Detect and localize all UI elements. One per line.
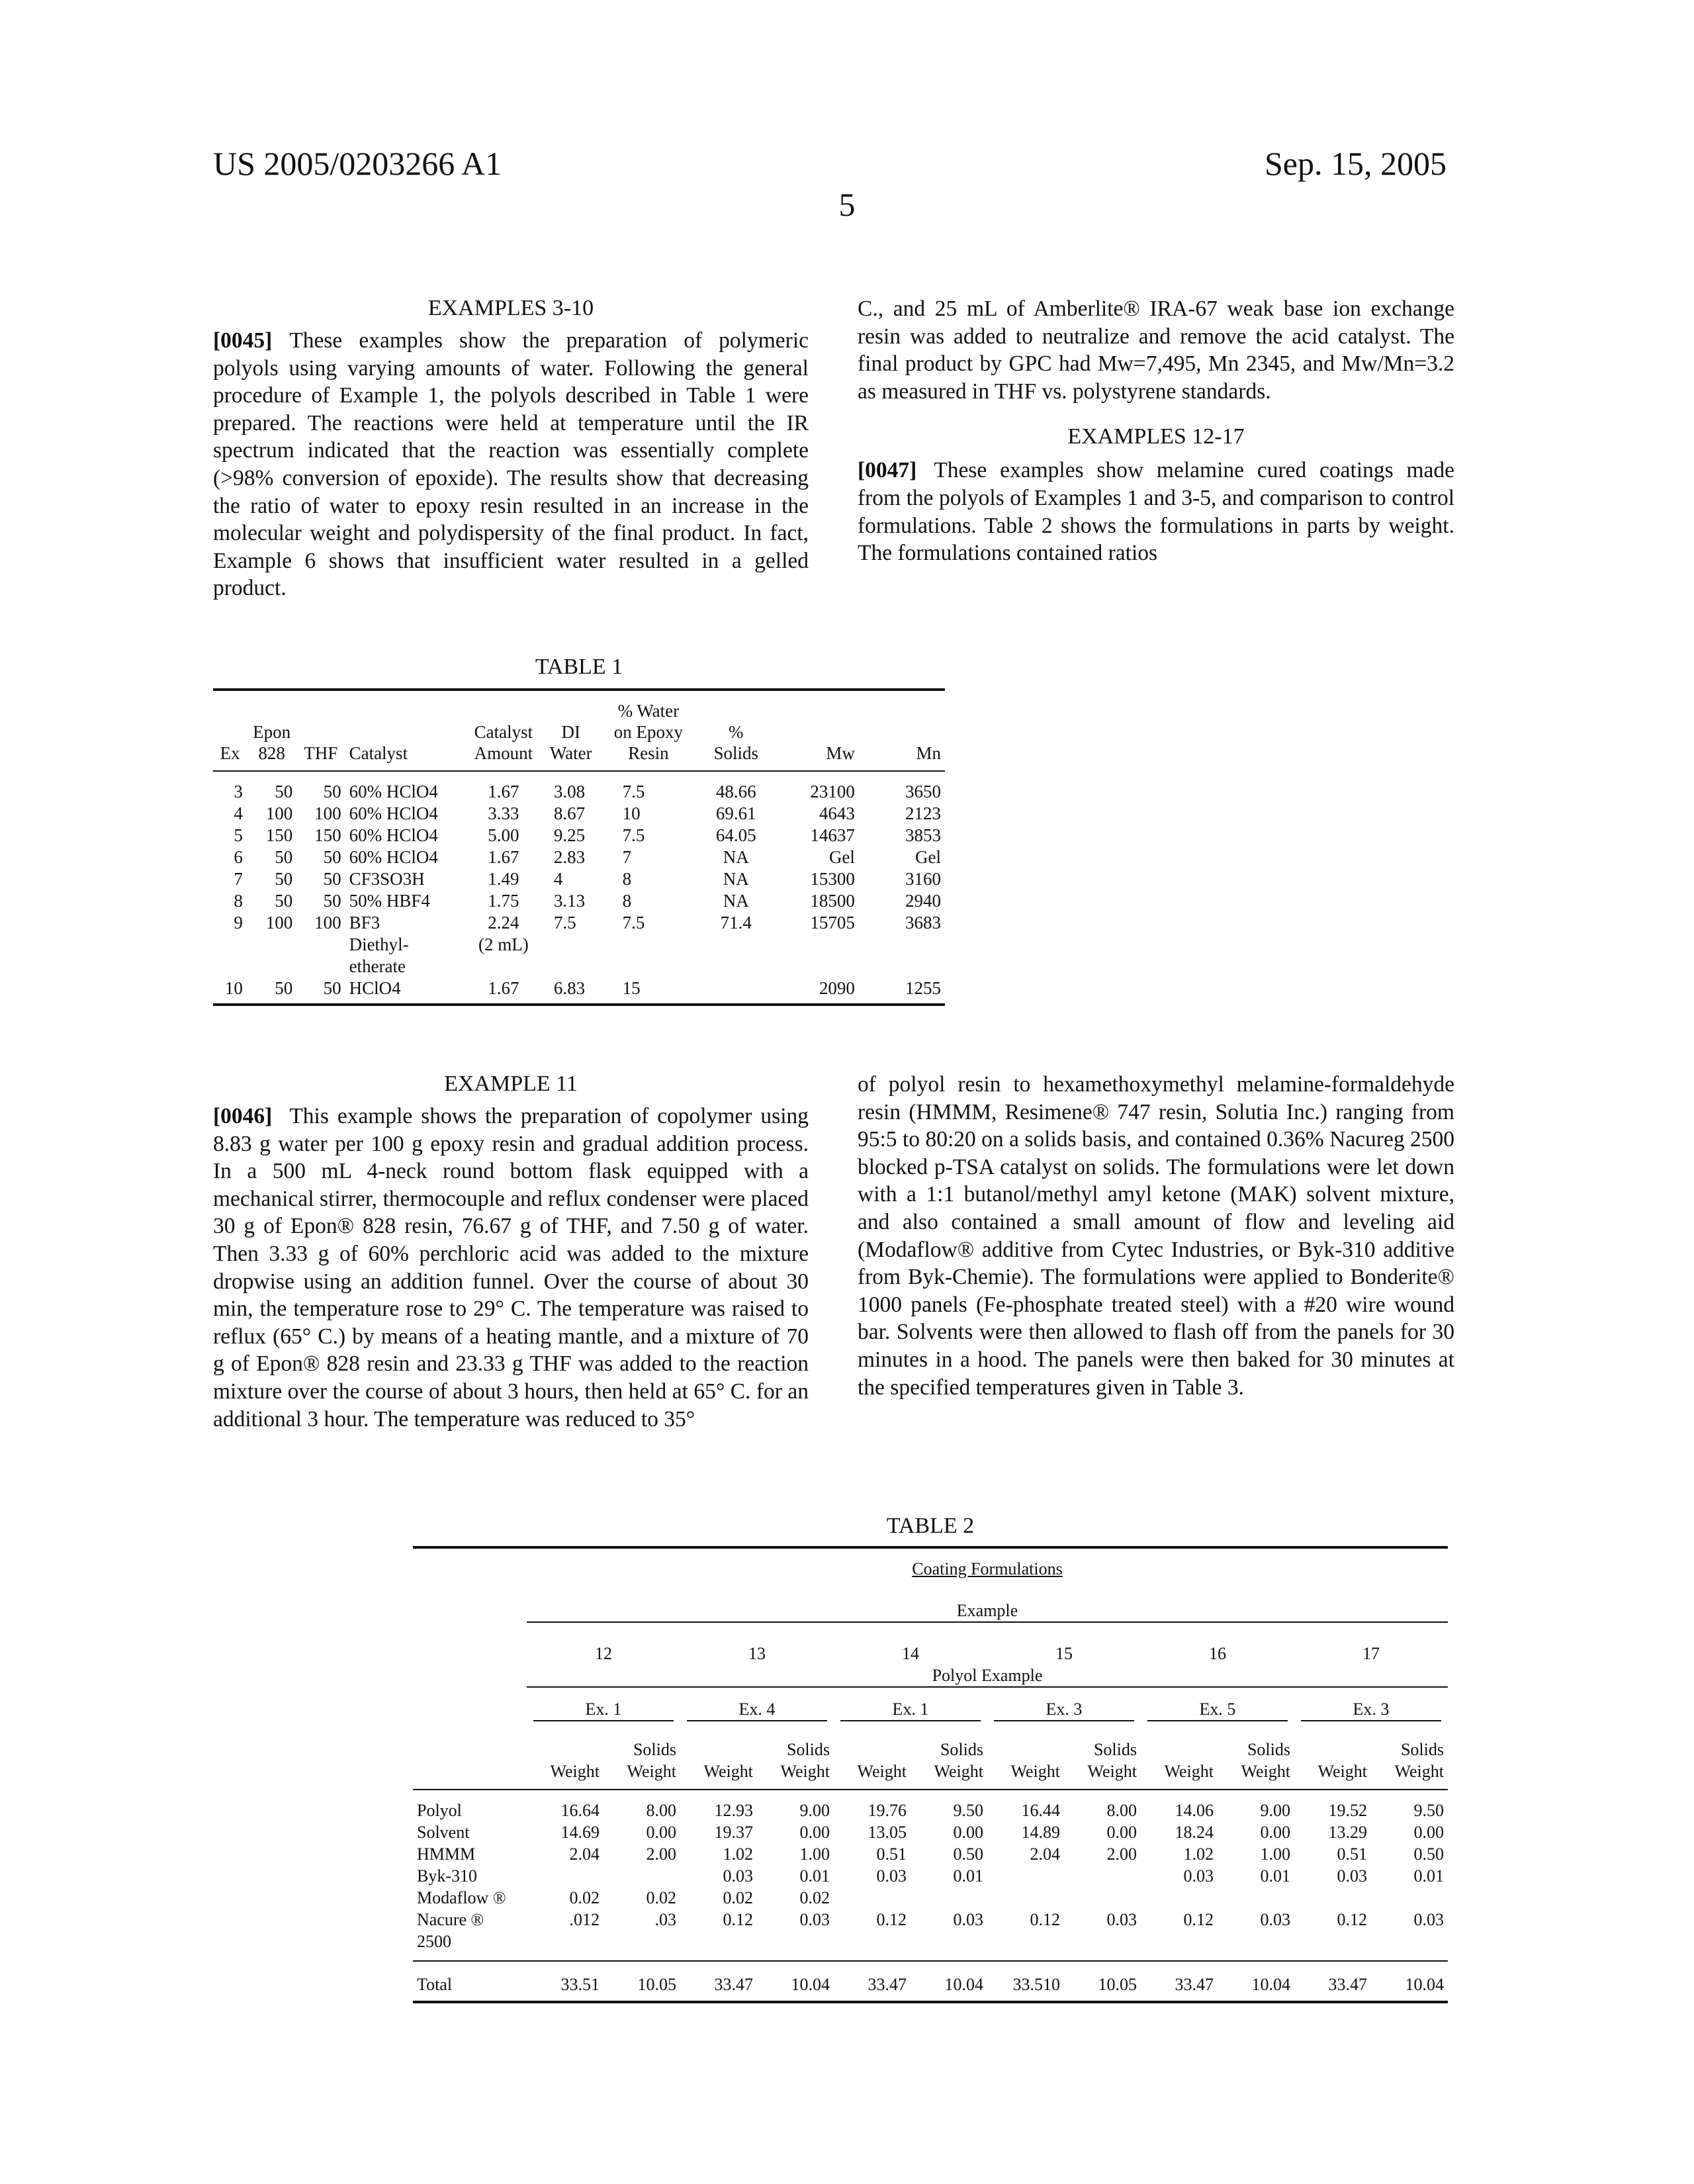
row-label: Polyol: [413, 1790, 527, 1821]
total-value: 10.04: [757, 1961, 834, 2002]
cell-epon: 100: [247, 912, 296, 934]
cell-solids: 48.66: [695, 771, 776, 803]
col-weight: Weight: [680, 1760, 757, 1790]
cell-di: 8.67: [541, 803, 602, 825]
cell-solids: [695, 978, 776, 1005]
cell-value: 9.00: [757, 1790, 834, 1821]
cell-thf: 50: [296, 868, 345, 890]
cell-value: [1371, 1931, 1448, 1961]
total-value: 33.47: [1294, 1961, 1371, 2002]
cell-water: 8: [602, 890, 696, 912]
cell-value: 9.50: [911, 1790, 987, 1821]
cell-value: [911, 1887, 987, 1909]
th-mw: Mw: [776, 690, 871, 771]
cell-mw: 4643: [776, 803, 871, 825]
paragraph-number: [0047]: [858, 458, 916, 482]
cell-value: .012: [527, 1909, 603, 1931]
cell-ex: 3: [213, 771, 247, 803]
example-number: 15: [987, 1622, 1141, 1664]
cell-di: 2.83: [541, 846, 602, 868]
cell-amount: 5.00: [467, 825, 541, 846]
cell-thf: [296, 934, 345, 956]
col-solids: Solids: [603, 1721, 680, 1760]
cell-value: [680, 1931, 757, 1961]
polyol-source: [527, 1687, 680, 1721]
cell-value: 1.00: [1218, 1843, 1294, 1865]
cell-amount: 3.33: [467, 803, 541, 825]
table-row: [413, 1865, 1448, 1887]
cell-mw: 18500: [776, 890, 871, 912]
example-number: 16: [1141, 1622, 1294, 1664]
table-row: [213, 771, 945, 803]
cell-value: 19.76: [834, 1790, 911, 1821]
heading-example-11: EXAMPLE 11: [213, 1071, 809, 1097]
cell-value: 18.24: [1141, 1821, 1218, 1843]
polyol-source-label: Ex. 5: [1147, 1698, 1288, 1721]
table-row: [413, 1931, 1448, 1961]
table-row: [213, 956, 945, 978]
table-row: [213, 934, 945, 956]
cell-solids: [695, 934, 776, 956]
cell-value: 0.00: [603, 1821, 680, 1843]
cell-value: 0.03: [1294, 1865, 1371, 1887]
total-value: 10.05: [603, 1961, 680, 2002]
col-solids-weight: Weight: [1371, 1760, 1448, 1790]
cell-value: 0.00: [1064, 1821, 1141, 1843]
example-number: 13: [680, 1622, 834, 1664]
paragraph-number: [0046]: [213, 1104, 272, 1128]
col-weight: Weight: [987, 1760, 1064, 1790]
col-solids-weight: Weight: [757, 1760, 834, 1790]
th-mn: Mn: [871, 690, 945, 771]
cell-mn: 1255: [871, 978, 945, 1005]
cell-solids: 71.4: [695, 912, 776, 934]
cell-solids: 69.61: [695, 803, 776, 825]
cell-value: 19.52: [1294, 1790, 1371, 1821]
cell-value: [757, 1931, 834, 1961]
polyol-example-label: Polyol Example: [527, 1664, 1448, 1687]
cell-mw: 23100: [776, 771, 871, 803]
cell-water: 7: [602, 846, 696, 868]
cell-value: 0.00: [1218, 1821, 1294, 1843]
cell-value: 0.03: [1064, 1909, 1141, 1931]
col-solids: Solids: [1218, 1721, 1294, 1760]
total-value: 10.05: [1064, 1961, 1141, 2002]
table-row: [413, 1790, 1448, 1821]
cell-ex: 10: [213, 978, 247, 1005]
cell-amount: 1.67: [467, 978, 541, 1005]
cell-water: 7.5: [602, 912, 696, 934]
continuation-text-top: C., and 25 mL of Amberlite® IRA-67 weak base ion exchange resin was added to neutralize and remove the acid catalyst. The final product by GPC had Mw=7,495, Mn 2345, and Mw/Mn=3.2 as measured in THF vs. polystyrene standards.: [858, 295, 1454, 405]
publication-date: Sep. 15, 2005: [1265, 144, 1447, 183]
cell-di: 9.25: [541, 825, 602, 846]
cell-epon: 50: [247, 978, 296, 1005]
cell-value: 14.89: [987, 1821, 1064, 1843]
cell-epon: 150: [247, 825, 296, 846]
cell-water: [602, 956, 696, 978]
cell-value: 0.03: [1141, 1865, 1218, 1887]
section-right-top: [858, 295, 1454, 567]
cell-value: 0.00: [1371, 1821, 1448, 1843]
cell-mn: 3650: [871, 771, 945, 803]
cell-mn: [871, 934, 945, 956]
table-row: [213, 978, 945, 1005]
polyol-source: [1141, 1687, 1294, 1721]
cell-value: [987, 1887, 1064, 1909]
col-weight: Weight: [1294, 1760, 1371, 1790]
row-label: Byk-310: [413, 1865, 527, 1887]
cell-value: 0.02: [603, 1887, 680, 1909]
cell-ex: 8: [213, 890, 247, 912]
table-1-title: TABLE 1: [213, 654, 945, 680]
cell-amount: 1.49: [467, 868, 541, 890]
cell-value: 0.01: [1218, 1865, 1294, 1887]
col-weight: Weight: [527, 1760, 603, 1790]
cell-mw: 14637: [776, 825, 871, 846]
cell-value: [603, 1865, 680, 1887]
total-value: 10.04: [1218, 1961, 1294, 2002]
cell-value: [1294, 1887, 1371, 1909]
cell-value: [1141, 1931, 1218, 1961]
cell-di: 6.83: [541, 978, 602, 1005]
cell-ex: 6: [213, 846, 247, 868]
cell-catalyst: 60% HClO4: [345, 825, 467, 846]
row-label: Nacure ®: [413, 1909, 527, 1931]
col-solids-weight: Weight: [603, 1760, 680, 1790]
polyol-source: [834, 1687, 987, 1721]
cell-epon: 50: [247, 846, 296, 868]
total-value: 10.04: [911, 1961, 987, 2002]
cell-mn: 3683: [871, 912, 945, 934]
cell-value: 0.02: [757, 1887, 834, 1909]
cell-mn: [871, 956, 945, 978]
cell-catalyst: Diethyl-: [345, 934, 467, 956]
polyol-source: [1294, 1687, 1448, 1721]
table-row: [213, 825, 945, 846]
table-2-grid: [413, 1549, 1448, 2003]
cell-value: 0.02: [527, 1887, 603, 1909]
total-value: 33.47: [680, 1961, 757, 2002]
cell-value: 0.12: [834, 1909, 911, 1931]
cell-value: 0.50: [1371, 1843, 1448, 1865]
cell-mn: Gel: [871, 846, 945, 868]
th-di-water: DI Water: [541, 690, 602, 771]
polyol-source-label: Ex. 1: [533, 1698, 674, 1721]
th-catalyst-amount: Catalyst Amount: [467, 690, 541, 771]
example-label: Example: [527, 1580, 1448, 1622]
cell-mw: 15705: [776, 912, 871, 934]
total-label: Total: [413, 1961, 527, 2002]
cell-value: [834, 1931, 911, 1961]
th-water-pct: % Water on Epoxy Resin: [602, 690, 696, 771]
cell-di: [541, 934, 602, 956]
cell-value: 14.06: [1141, 1790, 1218, 1821]
table-row: [213, 846, 945, 868]
heading-examples-3-10: EXAMPLES 3-10: [213, 295, 809, 322]
cell-epon: 50: [247, 890, 296, 912]
cell-value: [1064, 1865, 1141, 1887]
cell-value: 16.44: [987, 1790, 1064, 1821]
cell-value: 16.64: [527, 1790, 603, 1821]
th-catalyst: Catalyst: [345, 690, 467, 771]
table-row: [213, 868, 945, 890]
cell-value: [1294, 1931, 1371, 1961]
col-solids: Solids: [911, 1721, 987, 1760]
cell-epon: [247, 956, 296, 978]
table-row: [413, 1821, 1448, 1843]
cell-amount: 2.24: [467, 912, 541, 934]
cell-value: [911, 1931, 987, 1961]
polyol-source-label: Ex. 3: [1301, 1698, 1441, 1721]
cell-solids: NA: [695, 890, 776, 912]
col-solids: Solids: [1371, 1721, 1448, 1760]
continuation-text-bottom: of polyol resin to hexamethoxymethyl melamine-formaldehyde resin (HMMM, Resimene® 747 resin, Solutia Inc.) ranging from 95:5 to 80:20 on a solids basis, and contained 0.36% Nacureg 2500 blocked p-TSA catalyst on solids. The formulations were let down with a 1:1 butanol/methyl amyl ketone (MAK) solvent mixture, and also contained a small amount of flow and leveling aid (Modaflow® additive from Cytec Industries, or Byk-310 additive from Byk-Chemie). The formulations were applied to Bonderite® 1000 panels (Fe-phosphate treated steel) with a #20 wire wound bar. Solvents were then allowed to flash off from the panels for 30 minutes in a hood. The panels were then baked for 30 minutes at the specified temperatures given in Table 3.: [858, 1071, 1454, 1401]
page-number: 5: [0, 185, 1694, 224]
cell-mn: 3160: [871, 868, 945, 890]
cell-water: 15: [602, 978, 696, 1005]
cell-value: [527, 1931, 603, 1961]
th-thf: THF: [296, 690, 345, 771]
polyol-source-label: Ex. 3: [994, 1698, 1134, 1721]
cell-solids: 64.05: [695, 825, 776, 846]
total-value: 33.47: [1141, 1961, 1218, 2002]
cell-di: 7.5: [541, 912, 602, 934]
cell-value: 0.12: [1141, 1909, 1218, 1931]
cell-value: 0.01: [1371, 1865, 1448, 1887]
patent-number: US 2005/0203266 A1: [213, 144, 502, 183]
cell-value: 0.03: [1371, 1909, 1448, 1931]
cell-water: 7.5: [602, 771, 696, 803]
cell-di: 3.13: [541, 890, 602, 912]
example-number: 17: [1294, 1622, 1448, 1664]
example-number: 14: [834, 1622, 987, 1664]
section-example-11: [213, 1071, 809, 1433]
cell-value: [527, 1865, 603, 1887]
row-label: Modaflow ®: [413, 1887, 527, 1909]
cell-value: [603, 1931, 680, 1961]
cell-amount: 1.67: [467, 846, 541, 868]
total-value: 33.51: [527, 1961, 603, 2002]
cell-di: 3.08: [541, 771, 602, 803]
cell-epon: 50: [247, 771, 296, 803]
cell-value: 8.00: [603, 1790, 680, 1821]
cell-amount: 1.75: [467, 890, 541, 912]
cell-ex: [213, 956, 247, 978]
th-ex: Ex: [213, 690, 247, 771]
cell-mn: 2940: [871, 890, 945, 912]
table-row: [413, 1887, 1448, 1909]
cell-mn: 2123: [871, 803, 945, 825]
cell-value: 19.37: [680, 1821, 757, 1843]
cell-catalyst: etherate: [345, 956, 467, 978]
table-row: [213, 912, 945, 934]
cell-catalyst: BF3: [345, 912, 467, 934]
cell-value: 0.03: [680, 1865, 757, 1887]
cell-mw: 15300: [776, 868, 871, 890]
cell-water: 7.5: [602, 825, 696, 846]
cell-solids: NA: [695, 868, 776, 890]
cell-epon: [247, 934, 296, 956]
paragraph-text: This example shows the preparation of copolymer using 8.83 g water per 100 g epoxy resin and gradual addition process. In a 500 mL 4-neck round bottom flask equipped with a mechanical stirrer, thermocouple and reflux condenser were placed 30 g of Epon® 828 resin, 76.67 g of THF, and 7.50 g of water. Then 3.33 g of 60% perchloric acid was added to the mixture dropwise using an addition funnel. Over the course of about 30 min, the temperature rose to 29° C. The temperature was raised to reflux (65° C.) by means of a heating mantle, and a mixture of 70 g of Epon® 828 resin and 23.33 g THF was added to the reaction mixture over the course of about 3 hours, then held at 65° C. for an additional 3 hour. The temperature was reduced to 35°: [213, 1104, 809, 1432]
table-1-grid: [213, 688, 945, 1006]
cell-value: 0.03: [1218, 1909, 1294, 1931]
cell-water: 8: [602, 868, 696, 890]
cell-value: [1218, 1931, 1294, 1961]
table-row: [413, 1909, 1448, 1931]
cell-ex: 4: [213, 803, 247, 825]
cell-mn: 3853: [871, 825, 945, 846]
cell-value: [987, 1865, 1064, 1887]
paragraph-0045: [213, 327, 809, 602]
cell-catalyst: 60% HClO4: [345, 771, 467, 803]
cell-value: 2.04: [527, 1843, 603, 1865]
cell-value: 0.01: [911, 1865, 987, 1887]
col-weight: Weight: [834, 1760, 911, 1790]
polyol-source-label: Ex. 1: [840, 1698, 981, 1721]
section-examples-3-10: [213, 295, 809, 602]
cell-catalyst: 60% HClO4: [345, 846, 467, 868]
cell-value: 0.12: [680, 1909, 757, 1931]
cell-value: 0.51: [834, 1843, 911, 1865]
cell-value: 0.12: [1294, 1909, 1371, 1931]
polyol-source: [680, 1687, 834, 1721]
cell-value: 9.50: [1371, 1790, 1448, 1821]
row-label: 2500: [413, 1931, 527, 1961]
col-solids: Solids: [757, 1721, 834, 1760]
cell-catalyst: 60% HClO4: [345, 803, 467, 825]
cell-value: 1.00: [757, 1843, 834, 1865]
cell-amount: (2 mL): [467, 934, 541, 956]
cell-water: 10: [602, 803, 696, 825]
cell-catalyst: CF3SO3H: [345, 868, 467, 890]
cell-thf: 150: [296, 825, 345, 846]
th-solids: % Solids: [695, 690, 776, 771]
cell-thf: 50: [296, 890, 345, 912]
cell-value: [1141, 1887, 1218, 1909]
col-solids-weight: Weight: [911, 1760, 987, 1790]
coating-formulations-label: Coating Formulations: [912, 1559, 1063, 1578]
cell-thf: 50: [296, 771, 345, 803]
cell-solids: [695, 956, 776, 978]
cell-value: 0.51: [1294, 1843, 1371, 1865]
cell-amount: [467, 956, 541, 978]
cell-value: 14.69: [527, 1821, 603, 1843]
col-solids: Solids: [1064, 1721, 1141, 1760]
cell-value: 13.29: [1294, 1821, 1371, 1843]
cell-amount: 1.67: [467, 771, 541, 803]
cell-catalyst: 50% HBF4: [345, 890, 467, 912]
col-solids-weight: Weight: [1218, 1760, 1294, 1790]
cell-value: 2.00: [1064, 1843, 1141, 1865]
total-value: 33.510: [987, 1961, 1064, 2002]
section-right-bottom: [858, 1071, 1454, 1401]
paragraph-text: These examples show melamine cured coatings made from the polyols of Examples 1 and 3-5, and comparison to control formulations. Table 2 shows the formulations in parts by weight. The formulations contained ratios: [858, 458, 1454, 565]
table-row: [213, 890, 945, 912]
cell-mw: [776, 934, 871, 956]
cell-ex: 9: [213, 912, 247, 934]
cell-value: 0.03: [834, 1865, 911, 1887]
col-solids-weight: Weight: [1064, 1760, 1141, 1790]
cell-value: [1371, 1887, 1448, 1909]
table-2: [413, 1513, 1448, 2003]
cell-thf: [296, 956, 345, 978]
paragraph-0046: [213, 1103, 809, 1433]
heading-examples-12-17: EXAMPLES 12-17: [858, 424, 1454, 450]
cell-value: [1064, 1887, 1141, 1909]
cell-ex: 7: [213, 868, 247, 890]
cell-value: 9.00: [1218, 1790, 1294, 1821]
paragraph-0047: [858, 457, 1454, 567]
cell-value: 0.00: [911, 1821, 987, 1843]
cell-thf: 100: [296, 803, 345, 825]
cell-mw: Gel: [776, 846, 871, 868]
th-epon: Epon 828: [247, 690, 296, 771]
cell-value: 1.02: [1141, 1843, 1218, 1865]
cell-ex: [213, 934, 247, 956]
cell-thf: 50: [296, 846, 345, 868]
table-row: [213, 803, 945, 825]
row-label: HMMM: [413, 1843, 527, 1865]
cell-value: 13.05: [834, 1821, 911, 1843]
polyol-source: [987, 1687, 1141, 1721]
cell-mw: 2090: [776, 978, 871, 1005]
cell-value: 1.02: [680, 1843, 757, 1865]
polyol-source-label: Ex. 4: [687, 1698, 827, 1721]
cell-value: 0.03: [911, 1909, 987, 1931]
cell-value: [1218, 1887, 1294, 1909]
cell-value: 0.02: [680, 1887, 757, 1909]
table-2-title: TABLE 2: [413, 1513, 1448, 1539]
cell-value: 0.01: [757, 1865, 834, 1887]
cell-ex: 5: [213, 825, 247, 846]
total-row: [413, 1961, 1448, 2002]
cell-catalyst: HClO4: [345, 978, 467, 1005]
paragraph-text: These examples show the preparation of polymeric polyols using varying amounts of water. Following the general procedure of Example 1, the polyols described in Table 1 were prepared. The reactions were held at temperature until the IR spectrum indicated that the reaction was essentially complete (>98% conversion of epoxide). The results show that decreasing the ratio of water to epoxy resin resulted in an increase in the molecular weight and polydispersity of the final product. In fact, Example 6 shows that insufficient water resulted in a gelled product.: [213, 328, 809, 600]
cell-value: 2.00: [603, 1843, 680, 1865]
cell-epon: 100: [247, 803, 296, 825]
row-label: Solvent: [413, 1821, 527, 1843]
cell-mw: [776, 956, 871, 978]
cell-value: 12.93: [680, 1790, 757, 1821]
cell-thf: 50: [296, 978, 345, 1005]
cell-value: 2.04: [987, 1843, 1064, 1865]
cell-di: [541, 956, 602, 978]
cell-epon: 50: [247, 868, 296, 890]
col-weight: Weight: [1141, 1760, 1218, 1790]
cell-value: 0.00: [757, 1821, 834, 1843]
cell-value: 0.03: [757, 1909, 834, 1931]
example-number: 12: [527, 1622, 680, 1664]
cell-value: 8.00: [1064, 1790, 1141, 1821]
total-value: 33.47: [834, 1961, 911, 2002]
paragraph-number: [0045]: [213, 328, 272, 353]
cell-value: .03: [603, 1909, 680, 1931]
cell-thf: 100: [296, 912, 345, 934]
cell-di: 4: [541, 868, 602, 890]
cell-value: [987, 1931, 1064, 1961]
cell-value: [834, 1887, 911, 1909]
cell-value: 0.12: [987, 1909, 1064, 1931]
cell-solids: NA: [695, 846, 776, 868]
cell-value: 0.50: [911, 1843, 987, 1865]
cell-water: [602, 934, 696, 956]
table-1: [213, 654, 945, 1006]
cell-value: [1064, 1931, 1141, 1961]
total-value: 10.04: [1371, 1961, 1448, 2002]
table-row: [413, 1843, 1448, 1865]
